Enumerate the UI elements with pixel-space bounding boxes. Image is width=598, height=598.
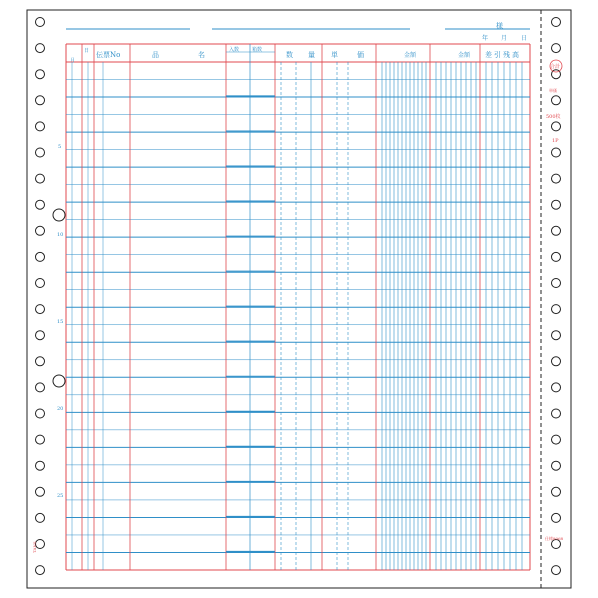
col-in-label: 入数 — [229, 47, 240, 53]
left-tractor-hole — [36, 252, 45, 261]
ledger-table-frame — [66, 44, 530, 570]
row-marker-20: 20 — [57, 406, 64, 412]
left-tractor-holes — [36, 18, 45, 575]
left-tractor-hole — [36, 487, 45, 496]
row-marker-10: 10 — [57, 232, 64, 238]
left-tractor-hole — [36, 383, 45, 392]
left-tractor-hole — [36, 96, 45, 105]
bottom-code-right: 仕様8068 — [545, 536, 564, 541]
col-balance-label: 差引残高 — [485, 51, 521, 59]
binder-hole-bottom — [53, 375, 65, 387]
margin-note-total: 合計 — [550, 64, 561, 70]
margin-note-unit: 単価 — [549, 88, 557, 93]
col-amount1-label: 金額 — [404, 52, 417, 59]
left-tractor-hole — [36, 331, 45, 340]
right-tractor-hole — [552, 174, 561, 183]
left-tractor-hole — [36, 357, 45, 366]
col-amount2-label: 金額 — [458, 52, 471, 59]
left-tractor-hole — [36, 305, 45, 314]
col-item-label: 品 — [152, 51, 159, 59]
col-item-name-label: 名 — [198, 51, 205, 59]
right-tractor-hole — [552, 279, 561, 288]
header-date-month: 月 — [501, 35, 508, 42]
col-price-b-label: 価 — [357, 51, 364, 59]
right-tractor-hole — [552, 252, 561, 261]
left-tractor-hole — [36, 70, 45, 79]
right-tractor-hole — [552, 566, 561, 575]
header-date-day: 日 — [521, 35, 528, 42]
left-tractor-hole — [36, 44, 45, 53]
right-tractor-hole — [552, 305, 561, 314]
row-marker-5: 5 — [58, 144, 62, 150]
row-marker-25: 25 — [57, 493, 64, 499]
col-qty-a-label: 数 — [286, 51, 293, 59]
left-tractor-hole — [36, 279, 45, 288]
right-tractor-hole — [552, 435, 561, 444]
right-tractor-hole — [552, 409, 561, 418]
right-tractor-hole — [552, 122, 561, 131]
right-tractor-hole — [552, 487, 561, 496]
col-price-a-label: 単 — [331, 51, 338, 59]
right-tractor-hole — [552, 18, 561, 27]
quantity-subboxes — [226, 96, 275, 551]
left-tractor-hole — [36, 435, 45, 444]
left-tractor-hole — [36, 148, 45, 157]
right-tractor-hole — [552, 513, 561, 522]
right-tractor-hole — [552, 461, 561, 470]
header-date-year: 年 — [482, 35, 489, 42]
header-name-suffix: 様 — [496, 22, 503, 30]
left-tractor-hole — [36, 174, 45, 183]
col-day-label: 日 — [84, 48, 90, 54]
margin-note-500: 500枚 — [546, 114, 561, 120]
right-tractor-hole — [552, 357, 561, 366]
left-tractor-hole — [36, 122, 45, 131]
left-tractor-hole — [36, 461, 45, 470]
bottom-code-left: TANS — [32, 541, 37, 553]
right-tractor-hole — [552, 96, 561, 105]
left-tractor-hole — [36, 566, 45, 575]
right-tractor-hole — [552, 226, 561, 235]
left-tractor-hole — [36, 200, 45, 209]
right-tractor-hole — [552, 383, 561, 392]
right-tractor-hole — [552, 148, 561, 157]
column-headers — [70, 46, 521, 64]
right-tractor-hole — [552, 331, 561, 340]
col-month-label: 月 — [70, 58, 76, 64]
margin-note-1p: 1P — [552, 138, 559, 144]
left-tractor-hole — [36, 409, 45, 418]
right-tractor-holes — [552, 18, 561, 575]
left-tractor-hole — [36, 226, 45, 235]
row-markers — [57, 144, 63, 499]
col-qty-b-label: 量 — [308, 51, 315, 59]
binder-hole-top — [53, 209, 65, 221]
left-tractor-hole — [36, 513, 45, 522]
right-tractor-hole — [552, 200, 561, 209]
left-tractor-hole — [36, 18, 45, 27]
row-marker-15: 15 — [57, 319, 64, 325]
col-count-label: 箱数 — [252, 47, 263, 53]
right-tractor-hole — [552, 44, 561, 53]
col-slip-no-label: 伝票No — [96, 51, 121, 59]
